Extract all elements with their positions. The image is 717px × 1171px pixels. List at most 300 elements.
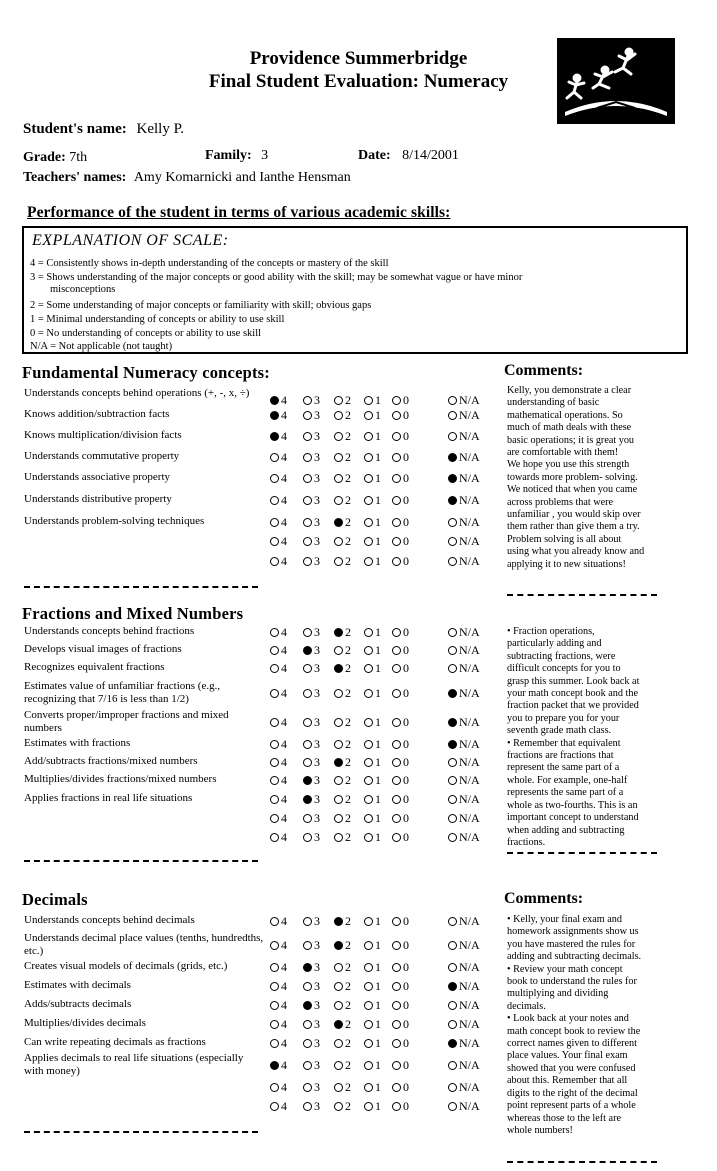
rating-option-3[interactable] (303, 830, 320, 845)
rating-option-na[interactable] (448, 938, 480, 953)
rating-option-4[interactable] (270, 686, 287, 701)
rating-option-2[interactable] (334, 493, 351, 508)
rating-option-2[interactable] (334, 1080, 351, 1095)
rating-option-0[interactable] (392, 830, 409, 845)
rating-option-4[interactable] (270, 1099, 287, 1114)
rating-option-na[interactable] (448, 715, 480, 730)
empty-circle-icon (270, 982, 279, 991)
rating-option-3[interactable] (303, 450, 320, 465)
rating-option-0[interactable] (392, 1036, 409, 1051)
rating-option-1[interactable] (364, 471, 381, 486)
rating-option-label: 4 (281, 429, 287, 443)
rating-option-label: 3 (314, 661, 320, 675)
rating-option-0[interactable] (392, 661, 409, 676)
rating-option-0[interactable] (392, 643, 409, 658)
rating-option-label: 3 (314, 429, 320, 443)
rating-option-2[interactable] (334, 1017, 351, 1032)
rating-option-2[interactable] (334, 515, 351, 530)
rating-option-label: 2 (345, 737, 351, 751)
rating-option-4[interactable] (270, 625, 287, 640)
rating-option-0[interactable] (392, 493, 409, 508)
section-divider (24, 586, 258, 588)
rating-option-0[interactable] (392, 755, 409, 770)
rating-option-label: N/A (459, 1099, 480, 1113)
comment-text (507, 914, 687, 1137)
empty-circle-icon (364, 917, 373, 926)
filled-circle-icon (448, 718, 457, 727)
rating-option-2[interactable] (334, 938, 351, 953)
rating-options (270, 792, 500, 806)
rating-option-3[interactable] (303, 471, 320, 486)
rating-option-2[interactable] (334, 625, 351, 640)
skill-label: Converts proper/improper fractions and mixed numbers (24, 709, 229, 734)
rating-option-3[interactable] (303, 938, 320, 953)
rating-option-1[interactable] (364, 979, 381, 994)
comment-line: you to prepare you for your (507, 712, 620, 724)
rating-option-0[interactable] (392, 450, 409, 465)
filled-circle-icon (303, 646, 312, 655)
rating-option-1[interactable] (364, 792, 381, 807)
rating-option-2[interactable] (334, 686, 351, 701)
rating-option-3[interactable] (303, 960, 320, 975)
rating-option-0[interactable] (392, 979, 409, 994)
rating-option-na[interactable] (448, 998, 480, 1013)
rating-option-1[interactable] (364, 625, 381, 640)
rating-option-2[interactable] (334, 393, 351, 408)
rating-option-4[interactable] (270, 661, 287, 676)
empty-circle-icon (448, 814, 457, 823)
rating-option-0[interactable] (392, 625, 409, 640)
date-value: 8/14/2001 (402, 148, 459, 163)
rating-option-label: 4 (281, 1080, 287, 1094)
skill-label: Understands concepts behind fractions (24, 625, 195, 637)
rating-option-3[interactable] (303, 686, 320, 701)
rating-option-label: N/A (459, 979, 480, 993)
rating-option-2[interactable] (334, 661, 351, 676)
rating-option-1[interactable] (364, 737, 381, 752)
rating-option-2[interactable] (334, 643, 351, 658)
rating-option-0[interactable] (392, 534, 409, 549)
rating-options (270, 625, 500, 639)
rating-option-3[interactable] (303, 715, 320, 730)
empty-circle-icon (392, 396, 401, 405)
rating-options (270, 393, 500, 407)
rating-option-1[interactable] (364, 715, 381, 730)
rating-option-label: 2 (345, 515, 351, 529)
rating-option-1[interactable] (364, 811, 381, 826)
rating-option-na[interactable] (448, 792, 480, 807)
section-title: Fractions and Mixed Numbers (22, 604, 244, 623)
comment-line: showed that you were confused (507, 1062, 636, 1074)
rating-option-0[interactable] (392, 998, 409, 1013)
rating-option-label: 0 (403, 914, 409, 928)
filled-circle-icon (448, 453, 457, 462)
empty-circle-icon (303, 982, 312, 991)
empty-circle-icon (334, 814, 343, 823)
rating-option-label: 2 (345, 393, 351, 407)
filled-circle-icon (270, 1061, 279, 1070)
rating-option-1[interactable] (364, 554, 381, 569)
rating-option-label: 1 (375, 715, 381, 729)
comment-line: your math concept book and the (507, 688, 638, 700)
rating-option-4[interactable] (270, 471, 287, 486)
rating-option-3[interactable] (303, 643, 320, 658)
rating-option-0[interactable] (392, 554, 409, 569)
rating-option-na[interactable] (448, 515, 480, 530)
rating-option-label: 0 (403, 715, 409, 729)
rating-option-label: 0 (403, 450, 409, 464)
rating-option-0[interactable] (392, 429, 409, 444)
rating-option-3[interactable] (303, 979, 320, 994)
rating-option-4[interactable] (270, 998, 287, 1013)
rating-option-4[interactable] (270, 429, 287, 444)
rating-option-na[interactable] (448, 830, 480, 845)
empty-circle-icon (334, 496, 343, 505)
rating-option-4[interactable] (270, 792, 287, 807)
rating-option-label: 2 (345, 1058, 351, 1072)
rating-option-label: 3 (314, 715, 320, 729)
rating-option-2[interactable] (334, 408, 351, 423)
rating-option-2[interactable] (334, 979, 351, 994)
rating-option-4[interactable] (270, 515, 287, 530)
rating-option-na[interactable] (448, 1099, 480, 1114)
rating-option-na[interactable] (448, 737, 480, 752)
rating-option-1[interactable] (364, 661, 381, 676)
rating-option-0[interactable] (392, 515, 409, 530)
rating-option-1[interactable] (364, 755, 381, 770)
rating-option-2[interactable] (334, 715, 351, 730)
rating-option-3[interactable] (303, 998, 320, 1013)
rating-option-label: 2 (345, 493, 351, 507)
rating-option-2[interactable] (334, 471, 351, 486)
comment-line: mathematical operations. So (507, 409, 623, 421)
empty-circle-icon (303, 474, 312, 483)
rating-option-0[interactable] (392, 1017, 409, 1032)
rating-option-na[interactable] (448, 393, 480, 408)
rating-option-label: N/A (459, 830, 480, 844)
rating-option-3[interactable] (303, 393, 320, 408)
rating-option-1[interactable] (364, 515, 381, 530)
filled-circle-icon (334, 664, 343, 673)
rating-option-4[interactable] (270, 914, 287, 929)
rating-option-0[interactable] (392, 408, 409, 423)
rating-option-1[interactable] (364, 1080, 381, 1095)
empty-circle-icon (364, 776, 373, 785)
rating-option-3[interactable] (303, 554, 320, 569)
rating-option-1[interactable] (364, 960, 381, 975)
rating-option-label: 2 (345, 1036, 351, 1050)
rating-option-na[interactable] (448, 408, 480, 423)
rating-option-label: 4 (281, 960, 287, 974)
empty-circle-icon (448, 432, 457, 441)
rating-option-2[interactable] (334, 960, 351, 975)
rating-option-0[interactable] (392, 393, 409, 408)
rating-option-1[interactable] (364, 1058, 381, 1073)
empty-circle-icon (364, 411, 373, 420)
empty-circle-icon (303, 689, 312, 698)
rating-option-na[interactable] (448, 450, 480, 465)
rating-option-0[interactable] (392, 1080, 409, 1095)
empty-circle-icon (270, 941, 279, 950)
grade-label: Grade: (23, 150, 66, 165)
rating-option-0[interactable] (392, 715, 409, 730)
rating-option-label: 0 (403, 830, 409, 844)
rating-option-1[interactable] (364, 493, 381, 508)
comment-line: point represent parts of a whole (507, 1100, 636, 1112)
empty-circle-icon (303, 814, 312, 823)
rating-option-4[interactable] (270, 493, 287, 508)
rating-option-3[interactable] (303, 515, 320, 530)
rating-option-na[interactable] (448, 1017, 480, 1032)
rating-option-1[interactable] (364, 686, 381, 701)
rating-option-1[interactable] (364, 1017, 381, 1032)
rating-option-3[interactable] (303, 534, 320, 549)
rating-option-4[interactable] (270, 960, 287, 975)
rating-option-4[interactable] (270, 534, 287, 549)
empty-circle-icon (448, 1061, 457, 1070)
rating-option-2[interactable] (334, 737, 351, 752)
rating-option-0[interactable] (392, 773, 409, 788)
comment-line: are comfortable with them! (507, 447, 619, 459)
rating-option-label: 2 (345, 450, 351, 464)
rating-option-3[interactable] (303, 1017, 320, 1032)
filled-circle-icon (448, 496, 457, 505)
rating-option-4[interactable] (270, 408, 287, 423)
rating-option-label: 3 (314, 625, 320, 639)
rating-option-2[interactable] (334, 755, 351, 770)
rating-option-2[interactable] (334, 811, 351, 826)
rating-option-na[interactable] (448, 914, 480, 929)
empty-circle-icon (334, 557, 343, 566)
rating-option-4[interactable] (270, 773, 287, 788)
comment-line: Problem solving is all about (507, 533, 622, 545)
empty-circle-icon (364, 537, 373, 546)
rating-option-na[interactable] (448, 811, 480, 826)
rating-option-2[interactable] (334, 554, 351, 569)
rating-option-4[interactable] (270, 1080, 287, 1095)
rating-option-4[interactable] (270, 938, 287, 953)
rating-option-2[interactable] (334, 534, 351, 549)
rating-option-4[interactable] (270, 755, 287, 770)
comment-line: fractions are fractions that (507, 750, 614, 762)
rating-option-na[interactable] (448, 960, 480, 975)
rating-option-na[interactable] (448, 429, 480, 444)
rating-option-na[interactable] (448, 625, 480, 640)
rating-option-0[interactable] (392, 471, 409, 486)
rating-options (270, 534, 500, 548)
rating-option-3[interactable] (303, 661, 320, 676)
empty-circle-icon (448, 758, 457, 767)
rating-option-0[interactable] (392, 792, 409, 807)
rating-option-4[interactable] (270, 1058, 287, 1073)
rating-option-label: 4 (281, 643, 287, 657)
empty-circle-icon (270, 740, 279, 749)
rating-option-4[interactable] (270, 393, 287, 408)
rating-option-na[interactable] (448, 686, 480, 701)
rating-option-3[interactable] (303, 1058, 320, 1073)
rating-option-0[interactable] (392, 1058, 409, 1073)
rating-option-na[interactable] (448, 534, 480, 549)
rating-options (270, 960, 500, 974)
rating-option-label: 2 (345, 715, 351, 729)
rating-option-1[interactable] (364, 429, 381, 444)
empty-circle-icon (364, 689, 373, 698)
rating-option-0[interactable] (392, 914, 409, 929)
rating-option-label: N/A (459, 625, 480, 639)
rating-option-0[interactable] (392, 938, 409, 953)
rating-option-label: 0 (403, 938, 409, 952)
comment-line: • Review your math concept (507, 963, 623, 975)
empty-circle-icon (448, 917, 457, 926)
empty-circle-icon (392, 814, 401, 823)
rating-option-3[interactable] (303, 811, 320, 826)
rating-option-1[interactable] (364, 830, 381, 845)
section-divider (24, 1131, 258, 1133)
rating-option-2[interactable] (334, 1058, 351, 1073)
rating-option-1[interactable] (364, 773, 381, 788)
rating-option-label: 2 (345, 429, 351, 443)
rating-option-4[interactable] (270, 830, 287, 845)
empty-circle-icon (364, 664, 373, 673)
comment-line: place values. Your final exam (507, 1050, 628, 1062)
rating-option-3[interactable] (303, 408, 320, 423)
rating-option-4[interactable] (270, 715, 287, 730)
empty-circle-icon (448, 776, 457, 785)
rating-option-3[interactable] (303, 773, 320, 788)
comment-line: math concept book to review the (507, 1025, 641, 1037)
rating-option-2[interactable] (334, 429, 351, 444)
rating-option-na[interactable] (448, 773, 480, 788)
empty-circle-icon (303, 941, 312, 950)
rating-options (270, 773, 500, 787)
rating-option-1[interactable] (364, 534, 381, 549)
rating-option-0[interactable] (392, 737, 409, 752)
rating-option-2[interactable] (334, 830, 351, 845)
empty-circle-icon (334, 1102, 343, 1111)
empty-circle-icon (334, 646, 343, 655)
rating-options (270, 686, 500, 700)
rating-option-label: 2 (345, 534, 351, 548)
rating-option-2[interactable] (334, 1099, 351, 1114)
rating-option-na[interactable] (448, 1080, 480, 1095)
rating-option-label: 2 (345, 1099, 351, 1113)
rating-option-label: N/A (459, 515, 480, 529)
empty-circle-icon (334, 396, 343, 405)
rating-option-3[interactable] (303, 1080, 320, 1095)
rating-option-2[interactable] (334, 1036, 351, 1051)
rating-option-4[interactable] (270, 737, 287, 752)
rating-options (270, 1080, 500, 1094)
rating-option-label: 2 (345, 792, 351, 806)
rating-option-0[interactable] (392, 1099, 409, 1114)
rating-option-na[interactable] (448, 979, 480, 994)
rating-option-4[interactable] (270, 554, 287, 569)
rating-option-na[interactable] (448, 1036, 480, 1051)
rating-option-na[interactable] (448, 1058, 480, 1073)
rating-options (270, 493, 500, 507)
rating-option-1[interactable] (364, 998, 381, 1013)
rating-option-4[interactable] (270, 1017, 287, 1032)
rating-option-label: 3 (314, 471, 320, 485)
comment-line: represent the same part of a (507, 762, 620, 774)
rating-option-3[interactable] (303, 1099, 320, 1114)
rating-option-3[interactable] (303, 914, 320, 929)
section-title: Decimals (22, 890, 88, 909)
rating-option-na[interactable] (448, 554, 480, 569)
empty-circle-icon (303, 740, 312, 749)
empty-circle-icon (270, 963, 279, 972)
comment-line: • Kelly, your final exam and (507, 914, 622, 925)
rating-option-2[interactable] (334, 450, 351, 465)
rating-option-1[interactable] (364, 1036, 381, 1051)
rating-option-3[interactable] (303, 493, 320, 508)
rating-option-label: 2 (345, 1080, 351, 1094)
rating-option-1[interactable] (364, 643, 381, 658)
rating-option-0[interactable] (392, 960, 409, 975)
rating-option-na[interactable] (448, 661, 480, 676)
filled-circle-icon (334, 518, 343, 527)
rating-option-4[interactable] (270, 979, 287, 994)
rating-option-na[interactable] (448, 643, 480, 658)
rating-option-3[interactable] (303, 1036, 320, 1051)
rating-option-1[interactable] (364, 914, 381, 929)
rating-option-3[interactable] (303, 737, 320, 752)
section-title: Fundamental Numeracy concepts: (22, 363, 270, 382)
rating-option-4[interactable] (270, 643, 287, 658)
rating-option-3[interactable] (303, 755, 320, 770)
family-value: 3 (261, 148, 269, 163)
empty-circle-icon (364, 474, 373, 483)
comment-line: digits to the right of the decimal (507, 1087, 638, 1099)
rating-option-label: 0 (403, 1036, 409, 1050)
rating-option-2[interactable] (334, 998, 351, 1013)
rating-option-label: 0 (403, 737, 409, 751)
rating-option-na[interactable] (448, 471, 480, 486)
rating-option-1[interactable] (364, 393, 381, 408)
rating-option-3[interactable] (303, 792, 320, 807)
rating-option-label: 1 (375, 1080, 381, 1094)
empty-circle-icon (334, 1061, 343, 1070)
rating-option-2[interactable] (334, 773, 351, 788)
rating-option-label: 0 (403, 554, 409, 568)
rating-option-label: 1 (375, 534, 381, 548)
rating-option-na[interactable] (448, 493, 480, 508)
rating-option-2[interactable] (334, 792, 351, 807)
rating-option-0[interactable] (392, 811, 409, 826)
rating-option-4[interactable] (270, 811, 287, 826)
rating-option-1[interactable] (364, 938, 381, 953)
empty-circle-icon (270, 758, 279, 767)
rating-option-3[interactable] (303, 625, 320, 640)
rating-option-na[interactable] (448, 755, 480, 770)
comment-line: towards more problem- solving. (507, 471, 638, 483)
empty-circle-icon (364, 1001, 373, 1010)
rating-option-0[interactable] (392, 686, 409, 701)
rating-option-1[interactable] (364, 450, 381, 465)
runners-logo-icon (557, 38, 675, 124)
rating-option-1[interactable] (364, 1099, 381, 1114)
skill-label: Estimates value of unfamiliar fractions (e.g., recognizing that 7/16 is less than 1/2) (24, 680, 221, 705)
rating-option-4[interactable] (270, 1036, 287, 1051)
empty-circle-icon (270, 795, 279, 804)
empty-circle-icon (303, 453, 312, 462)
rating-option-1[interactable] (364, 408, 381, 423)
empty-circle-icon (303, 496, 312, 505)
rating-option-label: 4 (281, 773, 287, 787)
rating-option-3[interactable] (303, 429, 320, 444)
rating-option-4[interactable] (270, 450, 287, 465)
rating-option-2[interactable] (334, 914, 351, 929)
